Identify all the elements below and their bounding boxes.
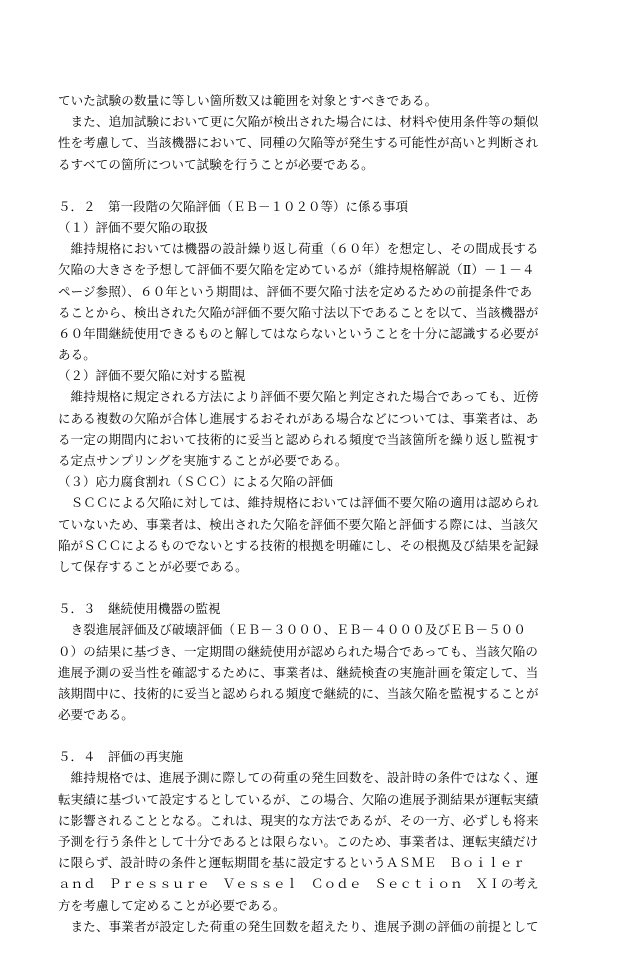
section-heading: ５．２ 第一段階の欠陥評価（ＥＢ－１０２０等）に係る事項 <box>58 198 409 214</box>
text-line: ていないため、事業者は、検出された欠陥を評価不要欠陥と評価する際には、当該欠 <box>58 516 539 532</box>
text-line: 欠陥の大きさを予想して評価不要欠陥を定めているが（維持規格解説（Ⅱ）－１－４ <box>58 262 535 278</box>
text-line: ることから、検出された欠陥が評価不要欠陥寸法以下であることを以て、当該機器が <box>58 304 539 320</box>
text-line: 性を考慮して、当該機器において、同種の欠陥等が発生する可能性が高いと判断され <box>58 135 539 151</box>
document-page <box>58 90 598 937</box>
text-line: 維持規格では、進展予測に際しての荷重の発生回数を、設計時の条件ではなく、運 <box>58 770 539 786</box>
section-5-3 <box>58 598 598 725</box>
paragraph-additional-tests <box>58 90 598 175</box>
section-5-2 <box>58 196 598 577</box>
text-line: 転実績に基づいて設定するとしているが、この場合、欠陥の進展予測結果が運転実績 <box>58 791 539 807</box>
text-line: 予測を行う条件として十分であるとは限らない。このため、事業者は、運転実績だけ <box>58 834 539 849</box>
section-5-4 <box>58 746 598 937</box>
text-line: にある複数の欠陥が合体し進展するおそれがある場合などについては、事業者は、あ <box>58 410 539 426</box>
text-line: 該期間中に、技術的に妥当と認められる頻度で継続的に、当該欠陥を監視することが <box>58 685 539 701</box>
text-line: 進展予測の妥当性を確認するために、事業者は、継続検査の実施計画を策定して、当 <box>58 664 539 680</box>
text-line: ａｎｄ Ｐｒｅｓｓｕｒｅ Ｖｅｓｓｅｌ Ｃｏｄｅ Ｓｅｃｔｉｏｎ ＸＩの考え <box>58 876 539 892</box>
text-line: ある。 <box>58 347 96 363</box>
subsection-heading: （１）評価不要欠陥の取扱 <box>58 219 209 235</box>
text-line: また、事業者が設定した荷重の発生回数を超えたり、進展予測の評価の前提として <box>58 918 539 934</box>
text-line: 方を考慮して定めることが必要である。 <box>58 897 286 913</box>
text-line: るすべての箇所について試験を行うことが必要である。 <box>58 156 374 172</box>
section-heading: ５．３ 継続使用機器の監視 <box>58 601 221 617</box>
text-line: ０）の結果に基づき、一定期間の継続使用が認められた場合であっても、当該欠陥の <box>58 643 539 659</box>
text-line: 維持規格においては機器の設計繰り返し荷重（６０年）を想定し、その間成長する <box>58 241 539 257</box>
subsection-heading: （３）応力腐食割れ（ＳＣＣ）による欠陥の評価 <box>58 474 334 490</box>
text-line: 必要である。 <box>58 707 134 723</box>
text-line: ていた試験の数量に等しい箇所数又は範囲を対象とすべきである。 <box>58 93 438 108</box>
text-line: 維持規格に規定される方法により評価不要欠陥と判定された場合であっても、近傍 <box>58 389 539 405</box>
section-heading: ５．４ 評価の再実施 <box>58 749 184 765</box>
text-line: る一定の期間内において技術的に妥当と認められる頻度で当該箇所を繰り返し監視す <box>58 431 539 447</box>
text-line: して保存することが必要である。 <box>58 558 248 574</box>
text-line: に限らず、設計時の条件と運転期間を基に設定するというＡＳＭＥ Ｂｏｉｌｅｒ <box>58 855 526 871</box>
text-line: ページ参照）、６０年という期間は、評価不要欠陥寸法を定めるための前提条件であ <box>58 283 533 299</box>
text-line: ６０年間継続使用できるものと解してはならないということを十分に認識する必要が <box>58 325 539 341</box>
text-line: に影響されることとなる。これは、現実的な方法であるが、その一方、必ずしも将来 <box>58 812 539 828</box>
text-line: また、追加試験において更に欠陥が検出された場合には、材料や使用条件等の類似 <box>58 114 539 130</box>
subsection-heading: （２）評価不要欠陥に対する監視 <box>58 368 246 384</box>
text-line: き裂進展評価及び破壊評価（ＥＢ－３０００、ＥＢ－４０００及びＥＢ－５００ <box>58 622 527 638</box>
text-line: る定点サンプリングを実施することが必要である。 <box>58 453 348 468</box>
text-line: ＳＣＣによる欠陥に対しては、維持規格においては評価不要欠陥の適用は認められ <box>58 495 539 511</box>
text-line: 陥がＳＣＣによるものでないとする技術的根拠を明確にし、その根拠及び結果を記録 <box>58 537 539 553</box>
